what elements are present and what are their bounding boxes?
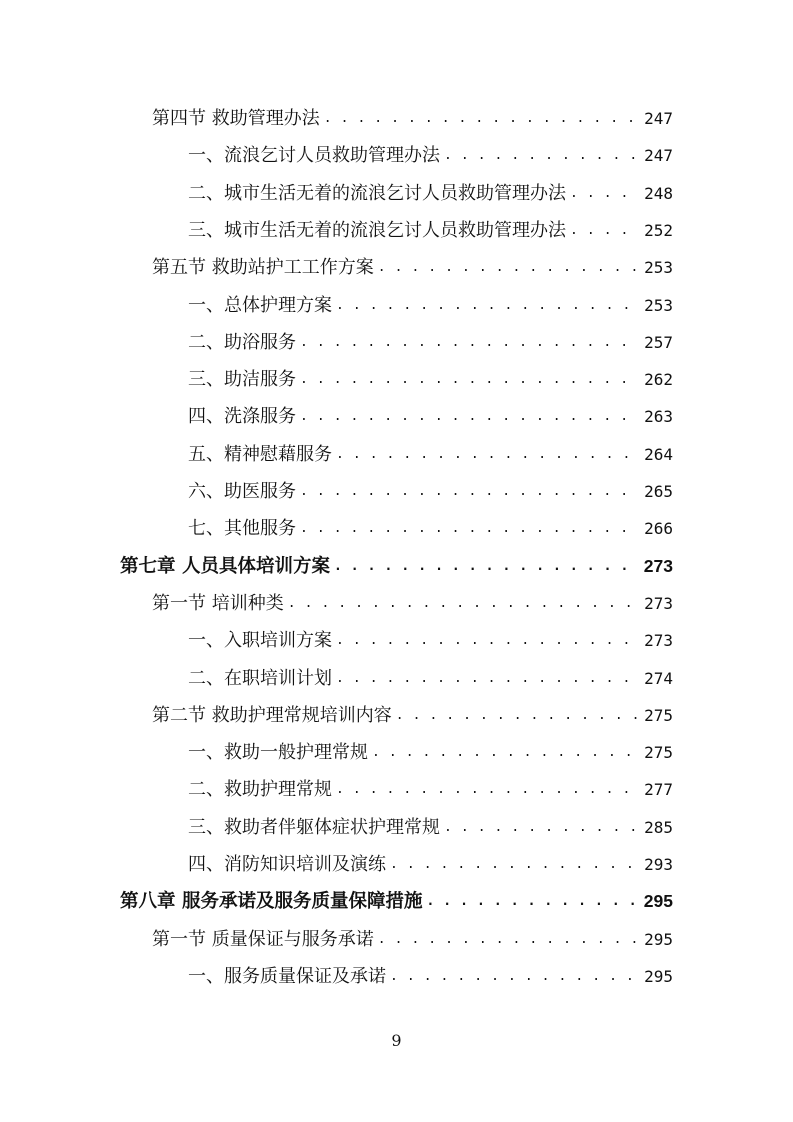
toc-entry-title: 二、助浴服务	[188, 331, 296, 353]
toc-entry-title: 二、在职培训计划	[188, 667, 332, 689]
toc-entry-page: 253	[644, 295, 673, 315]
toc-entry-item	[188, 473, 673, 510]
toc-entry-section	[152, 585, 673, 622]
toc-entry-page: 273	[644, 593, 673, 613]
toc-entry-section	[152, 249, 673, 286]
toc-dot-leader	[570, 212, 638, 249]
toc-entry-item	[188, 398, 673, 435]
toc-entry-chapter	[120, 548, 673, 585]
page-number: 9	[391, 1031, 402, 1050]
toc-dot-leader	[390, 958, 638, 995]
toc-entry-section	[152, 921, 673, 958]
toc-entry-page: 252	[644, 220, 673, 240]
toc-entry-page: 247	[644, 109, 673, 128]
toc-dot-leader	[336, 622, 638, 659]
toc-entry-page: 295	[644, 929, 673, 949]
toc-entry-title: 六、助医服务	[188, 481, 296, 502]
toc-entry-page: 263	[644, 407, 673, 427]
toc-dot-leader	[300, 361, 638, 398]
toc-dot-leader	[300, 324, 638, 361]
toc-entry-title: 一、入职培训方案	[188, 630, 332, 652]
toc-entry-title: 三、救助者伴躯体症状护理常规	[188, 816, 440, 838]
toc-entry-page: 295	[643, 891, 673, 912]
toc-entry-title: 二、城市生活无着的流浪乞讨人员救助管理办法	[188, 182, 566, 204]
toc-dot-leader	[444, 809, 638, 846]
toc-dot-leader	[324, 100, 638, 137]
toc-entry-title: 第一节 培训种类	[152, 592, 284, 614]
toc-entry-title: 第八章 服务承诺及服务质量保障措施	[120, 891, 423, 913]
toc-entry-title: 五、精神慰藉服务	[188, 443, 332, 465]
toc-entry-item	[188, 846, 673, 883]
toc-entry-title: 第五节 救助站护工工作方案	[152, 257, 374, 279]
toc-entry-page: 277	[644, 780, 673, 800]
toc-entry-page: 275	[644, 705, 673, 725]
toc-entry-page: 275	[644, 743, 673, 763]
toc-entry-title: 第一节 质量保证与服务承诺	[152, 928, 374, 950]
toc-entry-title: 第二节 救助护理常规培训内容	[152, 704, 392, 726]
toc-entry-page: 257	[644, 332, 673, 352]
toc-entry-item	[188, 324, 673, 361]
toc-entry-page: 273	[643, 555, 673, 576]
toc-entry-title: 四、消防知识培训及演练	[188, 854, 386, 875]
toc-dot-leader	[396, 697, 638, 734]
toc-entry-item	[188, 175, 673, 212]
toc-entry-title: 一、总体护理方案	[188, 294, 332, 316]
toc-entry-item	[188, 212, 673, 249]
toc-entry-item	[188, 734, 673, 771]
toc-dot-leader	[336, 436, 638, 473]
toc-entry-title: 第四节 救助管理办法	[152, 108, 320, 129]
toc-entry-title: 第七章 人员具体培训方案	[120, 555, 330, 577]
toc-dot-leader	[300, 473, 638, 510]
toc-entry-page: 247	[644, 146, 673, 166]
toc-entry-item	[188, 287, 673, 324]
toc-entry-title: 四、洗涤服务	[188, 406, 296, 428]
toc-dot-leader	[288, 585, 638, 622]
toc-entry-title: 三、助洁服务	[188, 369, 296, 391]
toc-entry-item	[188, 361, 673, 398]
toc-entry-page: 293	[644, 855, 673, 874]
toc-entry-page: 266	[644, 519, 673, 539]
toc-entry-page: 262	[644, 370, 673, 390]
toc-entry-title: 七、其他服务	[188, 518, 296, 540]
toc-entry-item	[188, 660, 673, 697]
toc-entry-title: 一、救助一般护理常规	[188, 742, 368, 764]
toc-entry-title: 三、城市生活无着的流浪乞讨人员救助管理办法	[188, 219, 566, 241]
toc-dot-leader	[426, 883, 637, 920]
toc-entry-page: 273	[644, 631, 673, 651]
toc-entry-section	[152, 697, 673, 734]
toc-entry-item	[188, 771, 673, 808]
toc-dot-leader	[300, 510, 638, 547]
toc-dot-leader	[372, 734, 638, 771]
toc-entry-page: 265	[644, 482, 673, 501]
toc-entry-title: 一、流浪乞讨人员救助管理办法	[188, 145, 440, 167]
toc-entry-chapter	[120, 883, 673, 920]
toc-entry-title: 二、救助护理常规	[188, 779, 332, 801]
toc-entry-page: 285	[644, 817, 673, 837]
toc-dot-leader	[300, 398, 638, 435]
toc-dot-leader	[570, 175, 638, 212]
toc-entry-page: 295	[644, 966, 673, 986]
toc-entry-title: 一、服务质量保证及承诺	[188, 965, 386, 987]
toc-dot-leader	[336, 287, 638, 324]
toc-dot-leader	[336, 771, 638, 808]
toc-dot-leader	[336, 660, 638, 697]
toc-entry-page: 253	[644, 258, 673, 278]
toc-entry-item	[188, 622, 673, 659]
toc-dot-leader	[378, 249, 638, 286]
toc-entry-item	[188, 510, 673, 547]
toc-entry-page: 274	[644, 668, 673, 688]
toc-entry-page: 248	[644, 183, 673, 203]
toc-entry-item	[188, 809, 673, 846]
toc-entry-item	[188, 137, 673, 174]
toc-entry-section	[152, 100, 673, 137]
toc-dot-leader	[390, 846, 638, 883]
toc-dot-leader	[334, 548, 638, 585]
toc-entry-item	[188, 436, 673, 473]
toc-entry-item	[188, 958, 673, 995]
toc-dot-leader	[378, 921, 638, 958]
toc-dot-leader	[444, 137, 638, 174]
toc-entry-page: 264	[644, 444, 673, 464]
